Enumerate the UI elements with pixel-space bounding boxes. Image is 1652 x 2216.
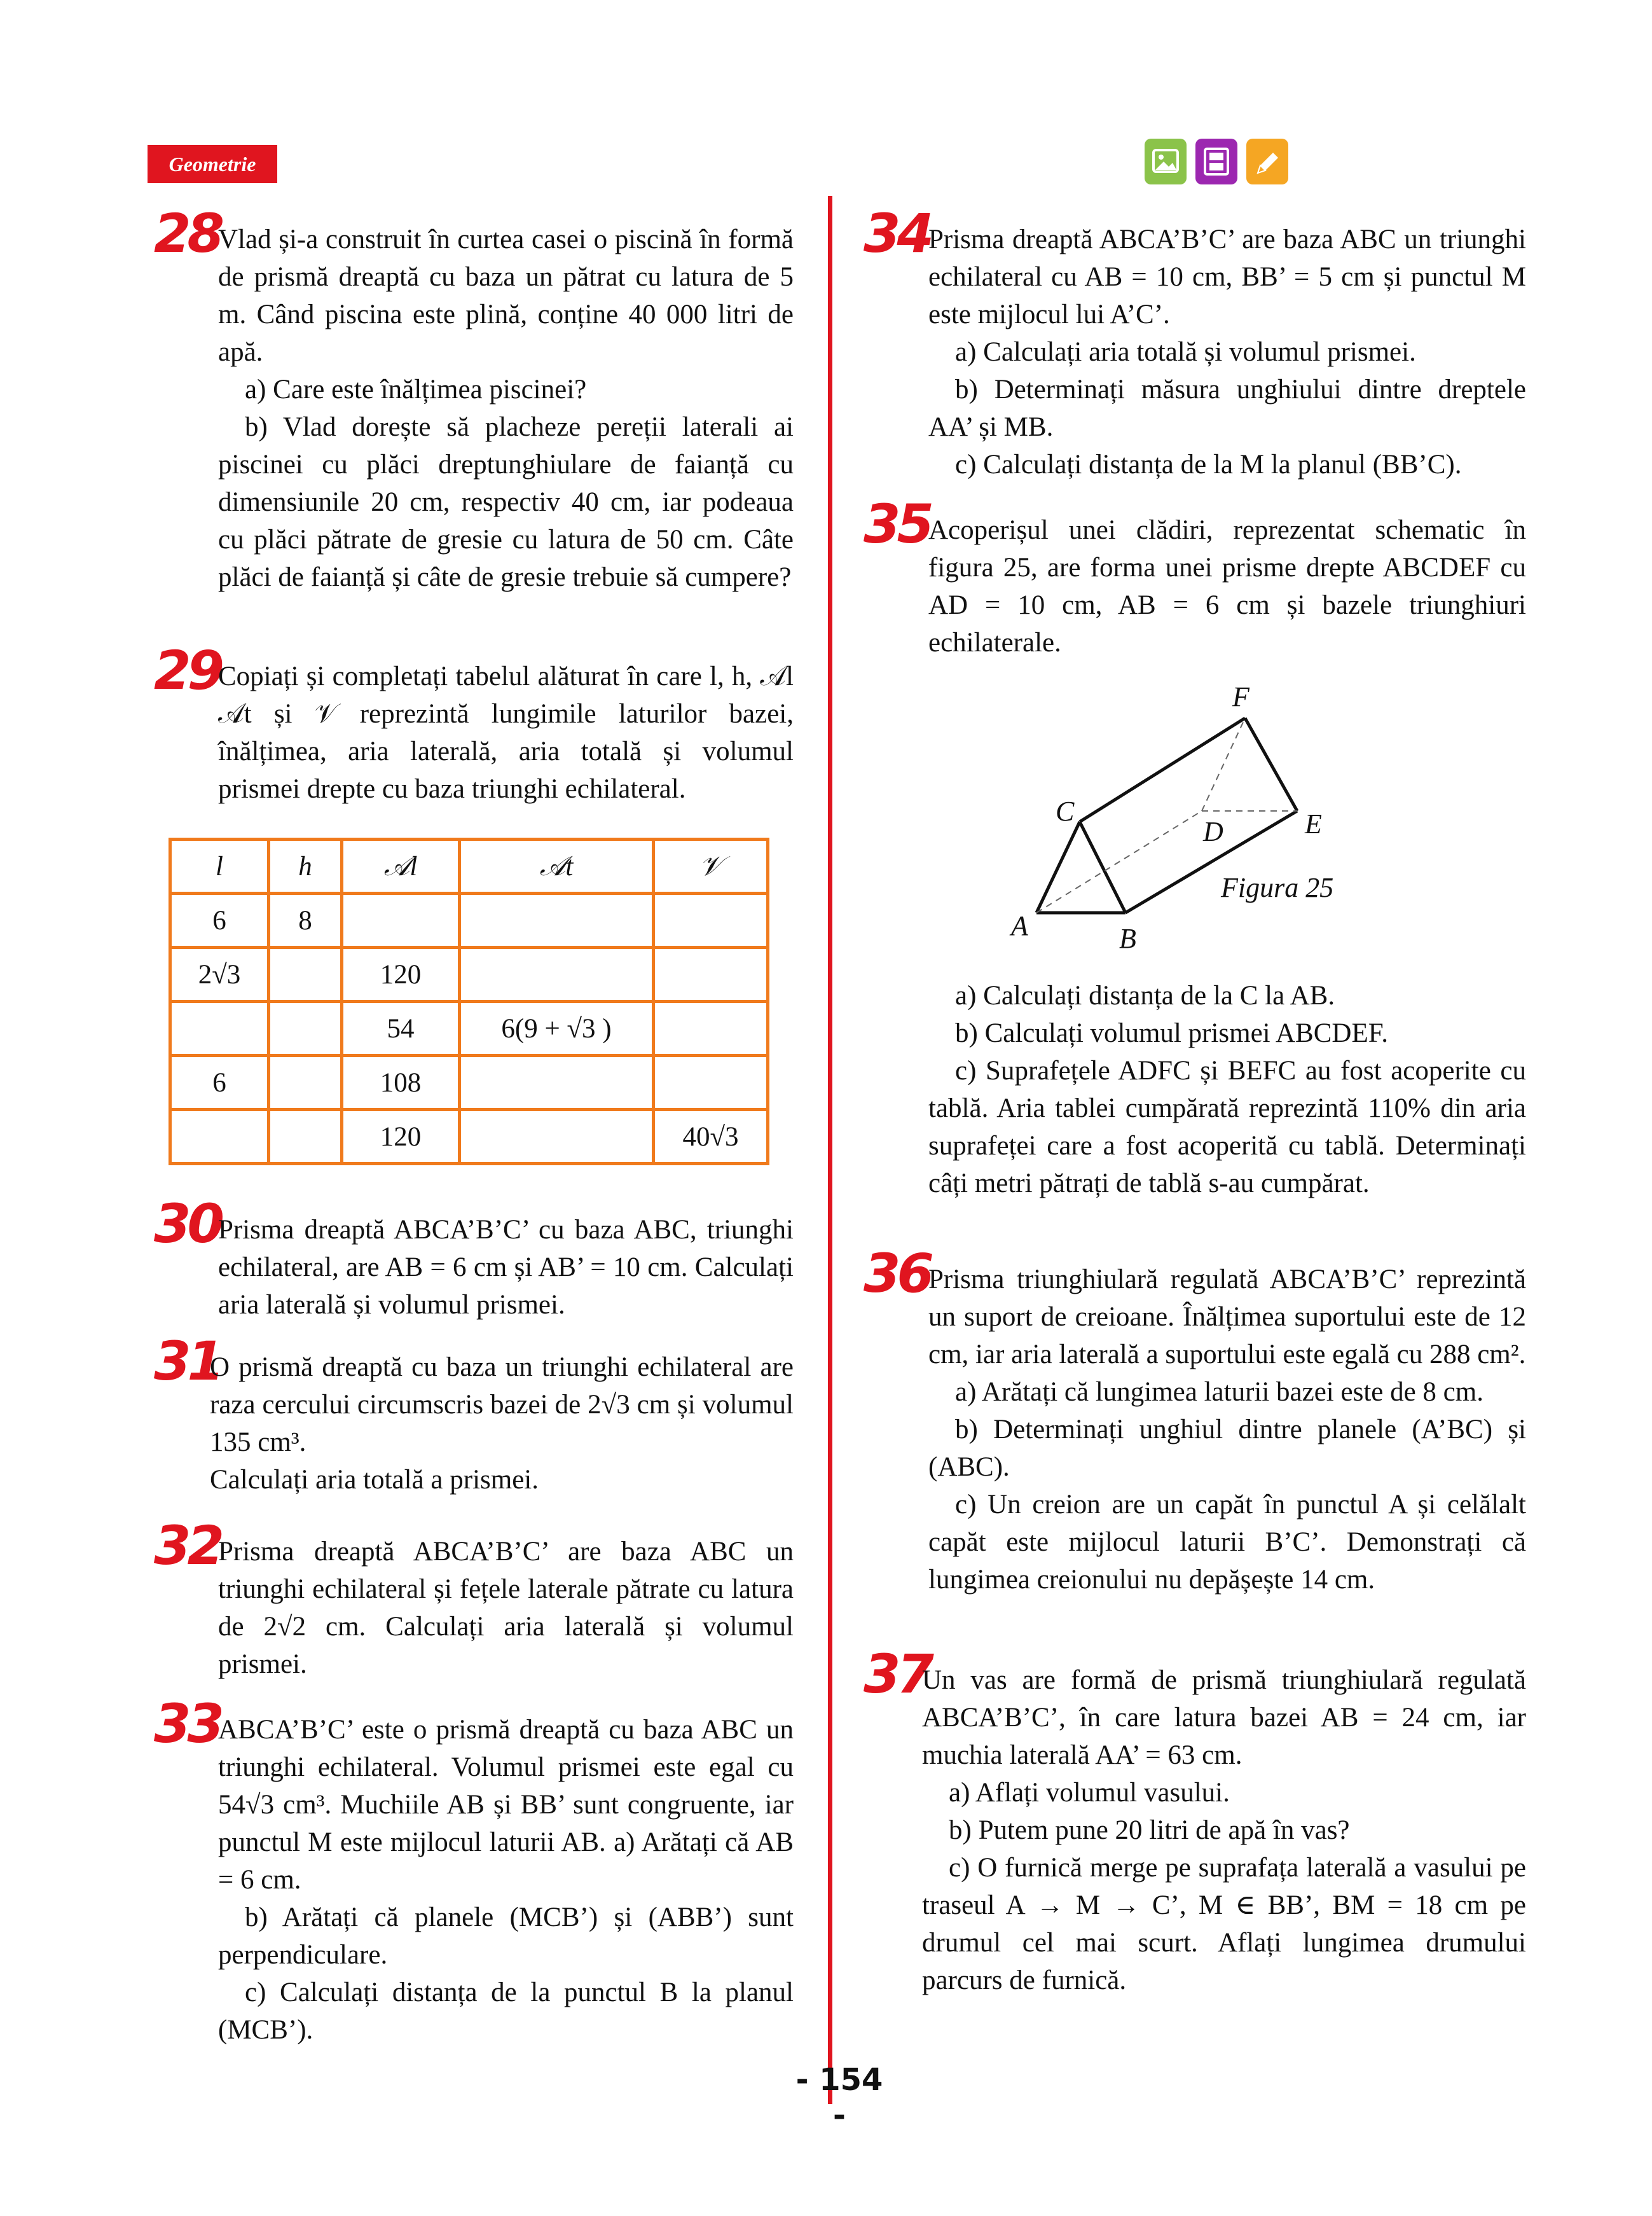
- table-cell: [269, 1002, 342, 1056]
- table-cell: [460, 948, 654, 1002]
- table-cell: [654, 894, 768, 948]
- table-cell: [170, 1002, 269, 1056]
- table-cell: 6: [170, 894, 269, 948]
- table-cell: 6: [170, 1056, 269, 1110]
- exercise-36-a: a) Arătați că lungimea laturii bazei este de 8 cm.: [955, 1377, 1483, 1407]
- table-header-row: [170, 840, 768, 894]
- exercise-28-b: b) Vlad dorește să placheze pereții laterali ai piscinei cu plăci dreptunghiulare de faianță cu dimensiunile 20 cm, respectiv 40 cm, iar podeaua cu plăci pătrate de gresie cu latura de 50 cm. Câte plăci de faianță și câte de gresie trebuie să cumpere?: [218, 412, 794, 592]
- exercise-number: 31: [154, 1330, 221, 1392]
- exercise-31-statement: O prismă dreaptă cu baza un triunghi echilateral are raza cercului circumscris bazei de 2√3 cm și volumul 135 cm³.: [210, 1352, 794, 1457]
- figure-25: [992, 674, 1373, 967]
- exercise-31-text: [210, 1348, 794, 1499]
- table-cell: 2√3: [170, 948, 269, 1002]
- exercise-35-a: a) Calculați distanța de la C la AB.: [955, 981, 1335, 1011]
- exercise-number: 36: [864, 1242, 930, 1305]
- exercise-number: 30: [154, 1193, 221, 1255]
- table-header: 𝒜l: [342, 840, 460, 894]
- label-C: C: [1056, 796, 1075, 827]
- exercise-28-statement: Vlad și-a construit în curtea casei o piscină în formă de prismă dreaptă cu baza un pătrat cu latura de 5 m. Când piscina este plină, conține 40 000 litri de apă.: [218, 225, 794, 367]
- label-A: A: [1011, 910, 1028, 941]
- exercise-37-b: b) Putem pune 20 litri de apă în vas?: [949, 1815, 1350, 1845]
- table-cell: [460, 1056, 654, 1110]
- page-number: - 154 -: [795, 2062, 883, 2133]
- exercise-35-text: [928, 511, 1526, 661]
- exercise-34-c: c) Calculați distanța de la M la planul (BB’C).: [955, 450, 1462, 480]
- table-cell: 120: [342, 1110, 460, 1164]
- exercise-35-c: c) Suprafețele ADFC și BEFC au fost acoperite cu tablă. Aria tablei cumpărată reprezintă 110% din aria suprafeței care a fost acoperită cu tablă. Determinați câți metri pătrați de tablă s-au cumpărat.: [928, 1056, 1526, 1198]
- exercise-36-c: c) Un creion are un capăt în punctul A și celălalt capăt este mijlocul laturii B’C’. Demonstrați că lungimea creionului nu depășește 14 cm.: [928, 1490, 1526, 1595]
- exercise-34-b: b) Determinați măsura unghiului dintre dreptele AA’ și MB.: [928, 375, 1526, 442]
- exercise-number: 34: [864, 202, 930, 265]
- table-cell: 40√3: [654, 1110, 768, 1164]
- exercise-34-text: [928, 221, 1526, 483]
- exercise-number: 37: [864, 1643, 930, 1705]
- label-E: E: [1305, 808, 1322, 840]
- table-cell: [654, 1056, 768, 1110]
- section-tag: Geometrie: [148, 145, 277, 183]
- table-cell: [170, 1110, 269, 1164]
- film-icon[interactable]: [1195, 139, 1237, 184]
- exercise-32-text: [218, 1533, 794, 1683]
- edit-icon[interactable]: [1246, 139, 1288, 184]
- exercise-37-a: a) Aflați volumul vasului.: [949, 1778, 1230, 1808]
- table-row: [170, 1110, 768, 1164]
- table-cell: [654, 948, 768, 1002]
- table-cell: [460, 894, 654, 948]
- label-D: D: [1203, 816, 1223, 847]
- table-cell: [460, 1110, 654, 1164]
- table-cell: [269, 948, 342, 1002]
- exercise-33-c: c) Calculați distanța de la punctul B la planul (MCB’).: [218, 1977, 794, 2045]
- exercise-30-statement: Prisma dreaptă ABCA’B’C’ cu baza ABC, triunghi echilateral, are AB = 6 cm și AB’ = 10 cm. Calculați aria laterală și volumul prismei.: [218, 1215, 794, 1320]
- exercise-33-text: [218, 1711, 794, 2049]
- exercise-35-statement: Acoperișul unei clădiri, reprezentat schematic în figura 25, are forma unei prisme drepte ABCDEF cu AD = 10 cm, AB = 6 cm și bazele triunghiuri echilaterale.: [928, 515, 1526, 658]
- exercise-32-statement: Prisma dreaptă ABCA’B’C’ are baza ABC un triunghi echilateral și fețele laterale pătrate cu latura de 2√2 cm. Calculați aria laterală și volumul prismei.: [218, 1537, 794, 1679]
- table-header: 𝒜t: [460, 840, 654, 894]
- label-F: F: [1232, 681, 1249, 712]
- image-icon[interactable]: [1145, 139, 1187, 184]
- exercise-34-statement: Prisma dreaptă ABCA’B’C’ are baza ABC un triunghi echilateral cu AB = 10 cm, BB’ = 5 cm și punctul M este mijlocul lui A’C’.: [928, 225, 1526, 329]
- figure-caption: Figura 25: [1221, 872, 1334, 903]
- exercise-number: 35: [864, 493, 930, 555]
- table-header: h: [269, 840, 342, 894]
- column-divider: [828, 196, 832, 2104]
- table-row: [170, 894, 768, 948]
- table-cell: [342, 894, 460, 948]
- exercise-29-statement: Copiați și completați tabelul alăturat în care l, h, 𝒜l 𝒜t și 𝒱 reprezintă lungimile laturilor bazei, înălțimea, aria laterală, aria totală și volumul prismei drepte cu baza triunghi echilateral.: [218, 661, 794, 804]
- exercise-number: 28: [154, 202, 221, 265]
- exercise-28-text: [218, 221, 794, 596]
- exercise-37-statement: Un vas are formă de prismă triunghiulară regulată ABCA’B’C’, în care latura bazei AB = 24 cm, iar muchia laterală AA’ = 63 cm.: [922, 1665, 1526, 1770]
- table-cell: 120: [342, 948, 460, 1002]
- table-row: [170, 1002, 768, 1056]
- table-cell: [269, 1110, 342, 1164]
- exercise-37-c: c) O furnică merge pe suprafața laterală a vasului pe traseul A → M → C’, M ∈ BB’, BM = 18 cm pe drumul cel mai scurt. Aflați lungimea drumului parcurs de furnică.: [922, 1853, 1526, 1995]
- exercise-29-text: [218, 658, 794, 808]
- exercise-36-b: b) Determinați unghiul dintre planele (A’BC) și (ABC).: [928, 1415, 1526, 1482]
- exercise-36-text: [928, 1261, 1526, 1598]
- exercise-number: 33: [154, 1693, 221, 1755]
- table-cell: [654, 1002, 768, 1056]
- exercise-33-statement: ABCA’B’C’ este o prismă dreaptă cu baza ABC un triunghi echilateral. Volumul prismei este egal cu 54√3 cm³. Muchiile AB și BB’ sunt congruente, iar punctul M este mijlocul laturii AB. a) Arătați că AB = 6 cm.: [218, 1715, 794, 1895]
- table-header: 𝒱: [654, 840, 768, 894]
- table-cell: 54: [342, 1002, 460, 1056]
- exercise-number: 32: [154, 1514, 221, 1577]
- data-table: [169, 838, 769, 1165]
- exercise-33-b: b) Arătați că planele (MCB’) și (ABB’) sunt perpendiculare.: [218, 1902, 794, 1970]
- table-header: l: [170, 840, 269, 894]
- label-B: B: [1119, 923, 1136, 954]
- exercise-31-question: Calculați aria totală a prismei.: [210, 1465, 539, 1495]
- exercise-34-a: a) Calculați aria totală și volumul prismei.: [955, 337, 1416, 367]
- table-row: [170, 1056, 768, 1110]
- exercise-35-b: b) Calculați volumul prismei ABCDEF.: [955, 1018, 1388, 1048]
- exercise-28-a: a) Care este înălțimea piscinei?: [245, 375, 587, 405]
- exercise-37-text: [922, 1661, 1526, 1999]
- table-row: [170, 948, 768, 1002]
- exercise-30-text: [218, 1211, 794, 1324]
- exercise-35-questions: [928, 977, 1526, 1202]
- exercise-number: 29: [154, 639, 221, 702]
- table-cell: [269, 1056, 342, 1110]
- table-cell: 6(9 + √3 ): [460, 1002, 654, 1056]
- exercise-36-statement: Prisma triunghiulară regulată ABCA’B’C’ reprezintă un suport de creioane. Înălțimea suportului este de 12 cm, iar aria laterală a suportului este egală cu 288 cm².: [928, 1264, 1526, 1369]
- table-cell: 108: [342, 1056, 460, 1110]
- table-cell: 8: [269, 894, 342, 948]
